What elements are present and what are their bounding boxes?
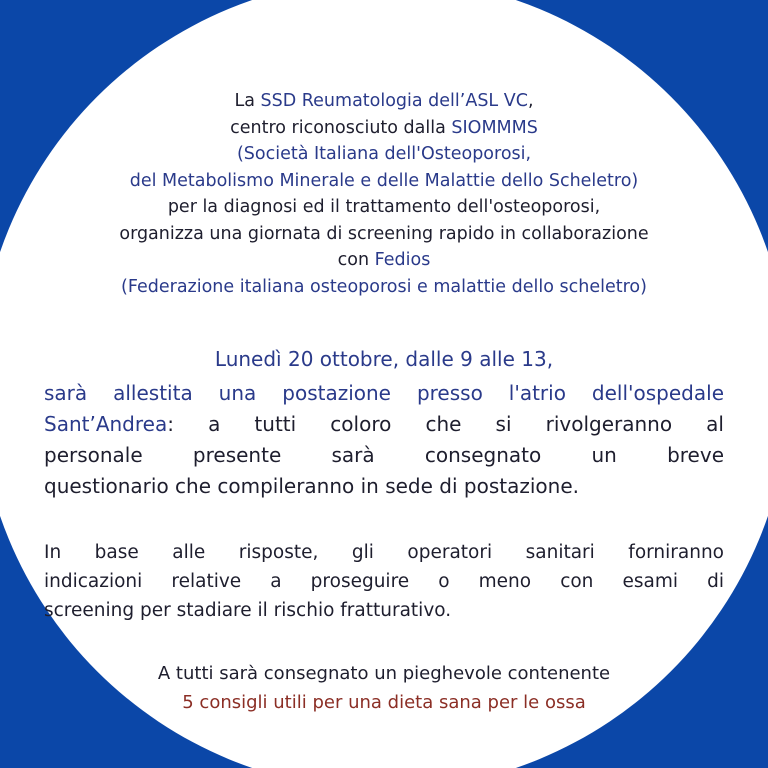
details-paragraph — [44, 538, 724, 625]
event-paragraph — [44, 378, 724, 502]
intro-block — [30, 88, 738, 300]
event-line-4: questionario che compileranno in sede di postazione. — [44, 474, 579, 498]
intro-line-7: con Fedios — [337, 250, 431, 270]
intro-line-8: (Federazione italiana osteoporosi e malattie dello scheletro) — [121, 276, 647, 297]
intro-line-3: (Società Italiana dell'Osteoporosi, — [236, 144, 532, 164]
footer-line-1: A tutti sarà consegnato un pieghevole contenente — [157, 663, 611, 684]
fedios-name: Fedios — [374, 250, 431, 270]
event-line-1: sarà allestita una postazione presso l'atrio dell'ospedale — [44, 381, 724, 405]
event-date: Lunedì 20 ottobre, dalle 9 alle 13, — [214, 347, 554, 371]
details-line-1: In base alle risposte, gli operatori sanitari forniranno — [44, 542, 724, 563]
details-line-3: screening per stadiare il rischio fratturativo. — [44, 600, 452, 621]
details-line-2: indicazioni relative a proseguire o meno con esami di — [44, 571, 724, 592]
intro-line-5: per la diagnosi ed il trattamento dell'osteoporosi, — [167, 197, 601, 217]
footer-line-2: 5 consigli utili per una dieta sana per le ossa — [182, 692, 586, 713]
intro-line-2: centro riconosciuto dalla SIOMMMS — [230, 117, 538, 138]
intro-line-4: del Metabolismo Minerale e delle Malattie dello Scheletro) — [129, 170, 639, 191]
event-line-2: Sant’Andrea: a tutti coloro che si rivolgeranno al — [44, 412, 724, 436]
hospital-name: Sant’Andrea — [44, 412, 168, 436]
event-line-3: personale presente sarà consegnato un breve — [44, 443, 724, 467]
footer-block — [30, 659, 738, 717]
siommms-name: SIOMMMS — [451, 117, 538, 138]
intro-line-1: La SSD Reumatologia dell’ASL VC, — [234, 91, 534, 111]
intro-line-6: organizza una giornata di screening rapido in collaborazione — [119, 223, 649, 244]
ssd-name: SSD Reumatologia dell’ASL VC — [260, 91, 528, 111]
